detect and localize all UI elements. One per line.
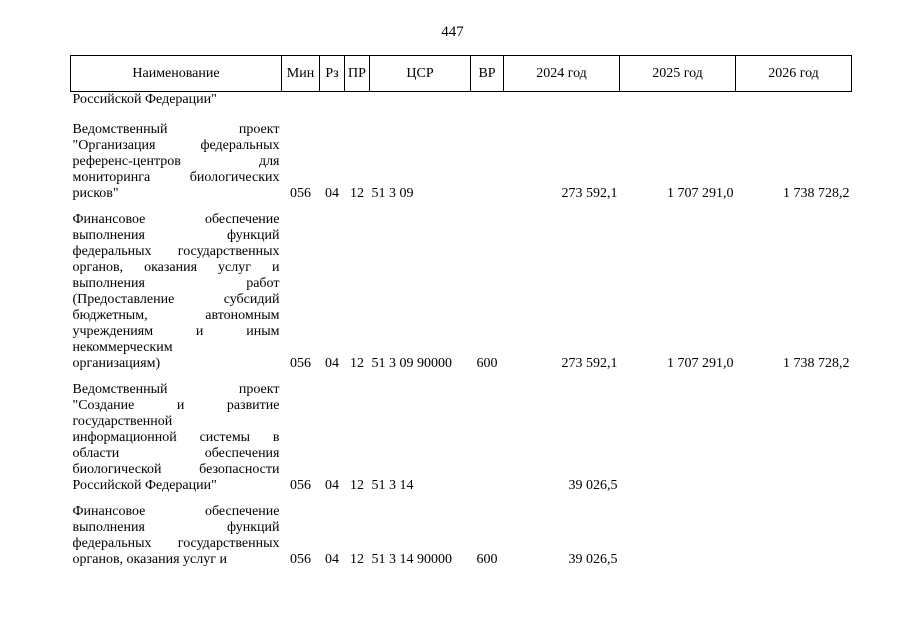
row-name (71, 212, 282, 372)
row-gap-cell (71, 112, 852, 122)
row-name (71, 382, 282, 494)
cell-y2025: 1 707 291,0 (667, 186, 734, 201)
table-row (71, 122, 852, 202)
row-name-line: "Создание и развитие (72, 398, 280, 413)
cell-pr: 12 (350, 552, 364, 567)
cell-csr: 51 3 09 90000 (371, 356, 452, 371)
cell-vr: 600 (476, 356, 498, 371)
header-csr: ЦСР (370, 56, 471, 92)
header-2024: 2024 год (504, 56, 620, 92)
header-name: Наименование (71, 56, 282, 92)
cell-y2026 (736, 504, 852, 568)
cell-vr: 600 (476, 552, 498, 567)
cell-pr: 12 (350, 186, 364, 201)
row-name-line: выполнения функций (72, 228, 280, 243)
cell-y2024: 273 592,1 (561, 356, 618, 371)
row-name-line: государственной (72, 414, 173, 429)
cell-rz: 04 (325, 552, 339, 567)
cell-pr (345, 92, 370, 113)
cell-y2026 (736, 382, 852, 494)
header-vr: ВР (471, 56, 504, 92)
cell-y2025 (620, 382, 736, 494)
cell-min (282, 92, 320, 113)
cell-rz (320, 92, 345, 113)
row-name-line: (Предоставление субсидий (72, 292, 280, 307)
row-name-line: Ведомственный проект (72, 122, 280, 137)
cell-y2024 (504, 92, 620, 113)
cell-vr (471, 92, 504, 113)
row-name-line: органов, оказания услуг и (72, 552, 227, 567)
row-gap-cell (71, 202, 852, 212)
header-rz: Рз (320, 56, 345, 92)
row-name-line: некоммерческим (72, 340, 173, 355)
row-name-line: выполнения работ (72, 276, 280, 291)
cell-y2024: 39 026,5 (568, 552, 618, 567)
table-row (71, 504, 852, 568)
row-gap (71, 202, 852, 212)
cell-y2026 (736, 92, 852, 113)
header-row (71, 56, 852, 92)
row-name-line: референс-центров для (72, 154, 280, 169)
row-name (71, 122, 282, 202)
cell-rz: 04 (325, 356, 339, 371)
cell-csr (370, 92, 471, 113)
row-name-line: "Организация федеральных (72, 138, 280, 153)
cell-y2026: 1 738 728,2 (783, 186, 850, 201)
row-gap (71, 494, 852, 504)
row-gap (71, 372, 852, 382)
row-name-line: Российской Федерации" (72, 478, 217, 493)
cell-csr: 51 3 09 (371, 186, 414, 201)
cell-rz: 04 (325, 478, 339, 493)
table-row (71, 92, 852, 113)
cell-csr: 51 3 14 (371, 478, 414, 493)
row-name-line: мониторинга биологических (72, 170, 280, 185)
table-body (71, 92, 852, 569)
cell-y2024: 39 026,5 (568, 478, 618, 493)
row-name-line: учреждениям и иным (72, 324, 280, 339)
table-row (71, 382, 852, 494)
row-name (71, 504, 282, 568)
cell-vr (471, 122, 504, 202)
cell-vr (471, 382, 504, 494)
cell-min: 056 (290, 356, 311, 371)
row-name-line: организациям) (72, 356, 161, 371)
row-name-line: информационной системы в (72, 430, 280, 445)
cell-y2025: 1 707 291,0 (667, 356, 734, 371)
row-name-line: бюджетным, автономным (72, 308, 280, 323)
row-name-line: рисков" (72, 186, 119, 201)
cell-y2024: 273 592,1 (561, 186, 618, 201)
row-name-line: Российской Федерации" (72, 92, 217, 107)
row-name-line: биологической безопасности (72, 462, 280, 477)
row-name-line: области обеспечения (72, 446, 280, 461)
row-name-line: федеральных государственных (72, 244, 280, 259)
row-gap (71, 112, 852, 122)
page-number: 447 (441, 24, 464, 40)
cell-y2025 (620, 92, 736, 113)
cell-pr: 12 (350, 478, 364, 493)
row-name-line: Финансовое обеспечение (72, 504, 280, 519)
row-name-line: Ведомственный проект (72, 382, 280, 397)
cell-y2026: 1 738 728,2 (783, 356, 850, 371)
header-2026: 2026 год (736, 56, 852, 92)
row-name (71, 92, 282, 113)
row-name-line: Финансовое обеспечение (72, 212, 280, 227)
header-pr: ПР (345, 56, 370, 92)
cell-rz: 04 (325, 186, 339, 201)
row-gap-cell (71, 494, 852, 504)
row-name-line: органов, оказания услуг и (72, 260, 280, 275)
row-gap-cell (71, 372, 852, 382)
table-row (71, 212, 852, 372)
row-name-line: федеральных государственных (72, 536, 280, 551)
header-2025: 2025 год (620, 56, 736, 92)
cell-y2025 (620, 504, 736, 568)
header-min: Мин (282, 56, 320, 92)
cell-csr: 51 3 14 90000 (371, 552, 452, 567)
budget-table (70, 55, 852, 568)
cell-pr: 12 (350, 356, 364, 371)
cell-min: 056 (290, 478, 311, 493)
cell-min: 056 (290, 552, 311, 567)
cell-min: 056 (290, 186, 311, 201)
row-name-line: выполнения функций (72, 520, 280, 535)
